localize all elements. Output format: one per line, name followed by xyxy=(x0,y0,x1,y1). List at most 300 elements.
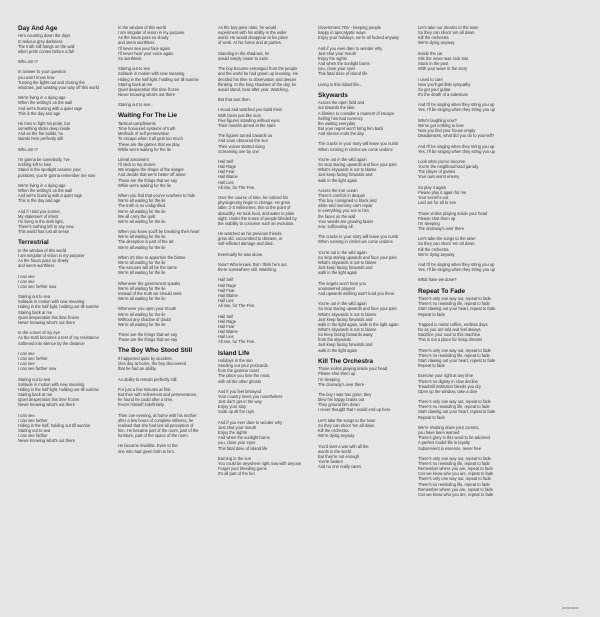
lyric-line: So they can shoot 'em all down xyxy=(418,30,475,36)
lyric-line: He watched as his previous friends xyxy=(218,231,282,237)
lyric-line: You're out in the wild again xyxy=(318,156,367,162)
lyric-line: Instead of the truth we should seek xyxy=(118,290,182,296)
lyric-line: But then with refinement and perseverance, xyxy=(118,391,198,397)
lyric-line: What's skywards is not to blame xyxy=(318,167,377,173)
lyric-line: Open up the window, take a dive xyxy=(418,388,478,394)
lyric-line: you won't know how xyxy=(18,74,55,80)
lyric-line: These are the things that we say xyxy=(118,177,178,183)
lyric-line: Solitude in motion with new meaning xyxy=(18,381,85,387)
lyric-line: My statement of intent xyxy=(18,213,59,219)
lyric-line: walk in the light again, walk in the light again xyxy=(318,321,399,327)
lyric-line: There's no rewinding life, repeat to fade xyxy=(418,481,490,487)
lyric-line: Time honoured systems of truth xyxy=(118,126,176,132)
lyric-line: Who's laughing now? xyxy=(418,117,457,123)
lyric-line: Tactical compliments xyxy=(118,120,156,126)
lyric-line: When you find that you've nowhere to hide xyxy=(118,193,196,199)
lyric-line: Now you find your house empty xyxy=(418,128,476,134)
lyric-line: Just shut your mouth xyxy=(218,424,256,430)
lyric-line: We're dying anyway xyxy=(418,40,455,46)
lyric-line: And I'll be singing when they string you up xyxy=(418,262,495,268)
lyric-line: Hail Rage xyxy=(218,282,236,288)
lyric-line: When the writing's on the wall xyxy=(18,100,73,106)
lyric-line: Staring out to see... xyxy=(118,102,154,108)
lyric-line: when pride comes before a fall xyxy=(18,48,74,54)
lyric-line: In everything you see in him xyxy=(318,208,369,214)
lyric-line: So stop staring upwards and face your pain xyxy=(318,162,397,168)
lyric-line: Just shut your mouth xyxy=(318,50,356,56)
lyric-line: The deception is part of the art xyxy=(118,239,174,245)
lyric-line: freeze himself indefinitely. xyxy=(118,402,165,408)
lyric-line: When you know you'll be breaking their heart xyxy=(118,229,200,235)
lyric-line: Treadmill institution bleeds you dry xyxy=(418,383,481,389)
lyric-line: Just keep facing forwards and xyxy=(318,172,373,178)
lyric-line: Yes, I'll be singing when they string you up xyxy=(418,267,495,273)
lyric-line: I can see further xyxy=(18,433,48,439)
lyric-line: positions, you're gonna remember me now xyxy=(18,172,96,178)
lyric-line: the waiting everyday xyxy=(318,120,356,126)
lyric-line: the faces on the wall xyxy=(318,213,356,219)
lyric-line: thinking. In the long shadows of the day, he xyxy=(218,81,297,87)
lyric-line: you, close your eyes xyxy=(318,66,356,72)
lyric-line: Staring back at me xyxy=(118,81,153,87)
lyric-line: You're out in the wild again xyxy=(318,301,367,307)
lyric-line: There's no dignity in slow decline xyxy=(418,378,478,384)
lyric-line: you, close your eyes xyxy=(218,440,256,446)
lyric-line: The boy became estranged from the people xyxy=(218,66,298,72)
lyric-line: absurdity. He took food, and water in plain xyxy=(218,210,295,216)
lyric-line: realised that she had lost all perception of xyxy=(118,422,194,428)
lyric-line: We're all waiting for the lie xyxy=(118,296,166,302)
lyric-line: I can see further now xyxy=(18,283,57,289)
lyric-line: We're dying anyway xyxy=(418,251,455,257)
lyric-line: he found he could after a time, xyxy=(118,397,174,403)
lyric-line: With your wave in the story xyxy=(418,66,468,72)
lyric-line: So they can shoot 'em all down xyxy=(318,422,375,428)
lyric-line: There's only one way out, repeat to fade xyxy=(418,296,491,302)
lyric-line: Yes, I'll be singing when they string you up xyxy=(418,148,495,154)
lyric-line: And upwards wishing won't lead you there xyxy=(318,290,395,296)
lyric-line: of work. At his home and at parties. xyxy=(218,40,282,46)
lyric-line: This fatal dose of island life xyxy=(218,445,268,451)
lyric-line: Hail Lies xyxy=(218,179,234,185)
lyric-line: As the hours pass so slowly xyxy=(118,35,169,41)
lyric-line: Enjoy the sights xyxy=(218,430,247,436)
lyric-line: Never knowing what's out there xyxy=(18,438,75,444)
lyric-line: There's no rewinding life, repeat to fade xyxy=(418,404,490,410)
lyric-line: This world has lost all sense xyxy=(18,229,70,235)
lyric-line: Repeat to fade xyxy=(418,311,445,317)
lyric-line: There's comfort in despair xyxy=(318,193,366,199)
lyric-line: And as the fire builds, he xyxy=(18,131,64,137)
lyric-line: I can see xyxy=(18,361,35,367)
lyric-line: Cos we know who you are, repeat to fade xyxy=(418,491,494,497)
lyric-line: walk in the light again xyxy=(318,177,358,183)
lyric-line: For just a few minutes at first. xyxy=(118,386,172,392)
lyric-line: And no one really cares xyxy=(318,464,362,470)
lyric-line: The doorway's over there xyxy=(418,225,465,231)
lyric-line: Quiet desperation this time frozen xyxy=(18,397,80,403)
lyric-line: Whenever you open your mouth xyxy=(118,306,177,312)
lyric-line: that he had an ability. xyxy=(118,366,157,372)
lyric-line: And we're burning with a quiet rage xyxy=(18,193,83,199)
lyric-line: You're beaten xyxy=(318,458,343,464)
song-block xyxy=(218,350,311,477)
lyric-line: Your country loves you nonetheless xyxy=(218,393,283,399)
lyric-line: world. He would disappear at his place xyxy=(218,35,289,41)
lyric-line: and the world he had grown up knowing. He xyxy=(218,71,298,77)
lyric-line: This fatal dose of island life xyxy=(318,71,368,77)
lyric-line: Hail Self xyxy=(218,313,234,319)
lyric-line: We're shutting down your comms, xyxy=(418,424,480,430)
lyric-line: I can see further xyxy=(18,417,48,423)
lyric-line: Five figures standing without eyes xyxy=(218,117,280,123)
lyric-line: So keep facing forwards away xyxy=(318,332,373,338)
lyric-line: Staring out to sea xyxy=(18,428,51,434)
lyric-line: In answer to your question xyxy=(18,69,67,75)
lyric-line: Hiding in the half, holding out till sunrise xyxy=(18,423,91,428)
lyric-line: And we're burning with a quiet rage xyxy=(18,105,83,111)
lyric-line: There's only one way out, repeat to fade xyxy=(418,347,491,353)
lyric-line: Staring out to see xyxy=(118,66,151,72)
lyric-line: Your own worst enemy xyxy=(418,174,460,180)
song-title: Skywards xyxy=(318,91,348,99)
lyric-line: Kill the orchestra xyxy=(318,428,349,434)
lyric-line: While we're waiting for the lie xyxy=(118,182,171,188)
lyric-line: Start clawing out your heart, repeat to fade xyxy=(418,357,496,363)
lyric-line: While we're waiting for the lie xyxy=(118,146,171,152)
song-block xyxy=(318,25,411,87)
song-block xyxy=(418,288,511,497)
lyric-line: The angels won't hear you xyxy=(318,280,366,286)
lyric-line: Softened into silence by the distance xyxy=(18,340,85,346)
lyric-line: The cracks in your story will leave you numb xyxy=(318,141,399,147)
lyric-line: Forget your bleeding gums xyxy=(218,466,267,472)
lyric-line: Sacrifice your soul to this machine xyxy=(418,332,481,338)
lyric-line: We're all waiting for the lie xyxy=(118,198,166,204)
lyric-line: When the writing's on the wall xyxy=(18,187,73,193)
lyric-line: I am singular of vision in my purpose xyxy=(118,30,185,36)
lyric-line: There's glory in this word to be adorned xyxy=(418,435,490,441)
lyric-line: self-inflicted damage and died. xyxy=(218,241,274,247)
lyric-line: So stop staring upwards and face your pain xyxy=(318,306,397,312)
lyric-line: But that was then. xyxy=(218,97,251,103)
lyric-line: This is the day and age xyxy=(18,110,61,116)
lyric-line: Quiet desperation this time frozen xyxy=(118,86,180,92)
lyric-line: I'm living in the dark light, xyxy=(18,218,64,224)
lyric-line: With faces just like ours xyxy=(218,112,261,118)
song-title: Terrestrial xyxy=(18,239,49,247)
lyric-line: furniture, part of the space of the room. xyxy=(118,433,189,439)
lyric-line: The truth still hangs on the wall xyxy=(18,43,75,49)
lyrics-column-4 xyxy=(318,25,411,617)
lyric-line: from the skywards xyxy=(318,337,352,343)
lyric-line: This is not a place for living dreams xyxy=(418,337,483,343)
lyric-line: white and memory can't repair xyxy=(318,203,373,209)
lyric-line: Without any shadow of doubt xyxy=(118,316,171,322)
lyric-line: What's skywards is not to blame xyxy=(318,327,377,333)
lyric-line: Never knowing what's out there xyxy=(118,92,175,98)
lyric-line: We're dying anyway xyxy=(318,433,355,439)
lyric-line: I'm sleeping xyxy=(418,220,440,226)
lyric-line: unanswered prayers xyxy=(318,285,356,291)
song-block xyxy=(118,347,211,453)
lyric-line: I can see further xyxy=(18,356,48,361)
lyric-line: I can see further now xyxy=(18,366,57,372)
lyrics-column-1 xyxy=(18,25,111,617)
lyric-line: after a few hours of complete stillness, he xyxy=(118,417,194,423)
lyric-line: Hail Blame xyxy=(218,174,238,180)
lyric-line: Then one evening, at home with his mother xyxy=(118,412,197,418)
lyric-line: Sending out your postcards xyxy=(218,363,268,369)
lyric-line: Let's take the songs to the town xyxy=(318,417,376,423)
lyric-line: There's only one way out, repeat to fade xyxy=(418,476,491,482)
lyric-line: you have been warned xyxy=(418,430,460,436)
lyric-line: Government TBV - keeping people xyxy=(318,25,381,30)
lyric-line: And if you ever dare to wonder why xyxy=(318,45,383,51)
lyric-line: It happened quite by accident, xyxy=(118,355,173,361)
lyric-line: Just keep facing forwards and xyxy=(318,316,373,322)
lyric-line: Repeat to fade xyxy=(418,363,445,369)
lyric-line: The cracks in your story will leave you numb xyxy=(318,234,399,240)
lyric-line: Their voices started rising xyxy=(218,143,265,149)
lyric-line: happy in apocalyptic ways xyxy=(318,30,366,36)
lyric-line: Subservient in essence, never free xyxy=(418,445,482,451)
song-title: The Boy Who Stood Still xyxy=(118,347,193,355)
lyric-line: And I'll be singing when they string you up xyxy=(418,102,495,108)
lyric-line: Hail Rage xyxy=(218,318,236,324)
lyric-line: A lifetime to consider a moment of escape xyxy=(318,110,394,116)
lyric-line: I'll never see your face again xyxy=(118,45,170,51)
lyric-line: walk in the light again xyxy=(318,270,358,276)
lyric-line: And soon obscured the sun xyxy=(218,138,268,144)
lyric-line: Staring out to sea xyxy=(18,376,51,382)
lyric-line: There's only one way out, repeat to fade xyxy=(418,455,491,461)
lyric-line: Deadamsms, what did you do to yourself? xyxy=(418,133,495,139)
lyric-line: We're all waiting for the lie xyxy=(118,218,166,224)
lyric-line: We're all waiting for the lie xyxy=(118,311,166,317)
lyric-line: would stand, hear after year. Watching. xyxy=(218,86,289,92)
lyric-line: And when the sunlight burns xyxy=(218,435,270,441)
lyric-line: You're the neighbourhood parody xyxy=(418,164,479,170)
lyric-line: Your weeds are growing faster xyxy=(318,218,374,224)
song-title: Repeat To Fade xyxy=(418,287,466,295)
lyric-line: Please play it again for me xyxy=(418,189,467,195)
song-block xyxy=(18,239,111,443)
lyric-line: Kill the orchestra xyxy=(418,246,449,252)
lyric-line: An ability to remain perfectly still. xyxy=(118,376,178,382)
lyric-line: So play it again xyxy=(418,184,446,190)
lyric-line: Hail Fear xyxy=(218,287,235,293)
lyric-line: I am singular of vision in my purpose xyxy=(18,252,85,258)
lyric-line: Enjoy your stay xyxy=(218,404,246,410)
lyric-line: We're all waiting for the lie xyxy=(118,321,166,327)
lyric-line: Start clawing out your heart, repeat to fade xyxy=(418,409,496,415)
lyric-line: I stood and watched you build them xyxy=(218,107,283,113)
lyric-line: This boy consigned to black and xyxy=(318,198,377,204)
lyric-line: Cos we know who you are, repeat to fade xyxy=(418,471,494,477)
lyric-line: To escape when it all gets too much xyxy=(118,136,183,142)
lyric-line: Literal armament xyxy=(118,156,149,162)
lyric-line: the inability to conceive such an evolution. xyxy=(218,220,295,226)
lyric-line: Across the iron ocean xyxy=(318,187,358,193)
lyric-line: Stand in the spotlight assume your xyxy=(18,167,81,173)
lyric-line: All rise, for The Five. xyxy=(218,184,256,190)
lyric-line: We're all waiting for the lie xyxy=(118,270,166,276)
lyric-line: now, suffocating all xyxy=(318,223,353,229)
song-block xyxy=(318,92,411,353)
lyric-line: Your secret's out xyxy=(418,195,449,201)
lyric-line: with all the other ghosts xyxy=(218,378,262,384)
lyric-line: The figures turned towards us xyxy=(218,133,273,139)
lyric-line: In tedious grey darkness xyxy=(18,38,63,44)
lyric-line: something sticks deep inside xyxy=(18,126,71,132)
lyric-line: nothing left to lose xyxy=(18,162,52,168)
lyric-line: All rise, for The Five. xyxy=(218,339,256,345)
lyric-line: So they can shoot 'em all down xyxy=(418,241,475,247)
lyric-line: out towards the lake xyxy=(318,105,355,111)
lyric-line: I'm sleeping xyxy=(318,376,340,382)
lyric-line: Just keep facing forwards and xyxy=(318,342,373,348)
lyric-line: Hail Blame xyxy=(218,292,238,298)
song-title: Kill The Orchestra xyxy=(318,357,374,365)
lyric-line: Hail Fear xyxy=(218,323,235,329)
lyric-line: And decide that we're better off alone xyxy=(118,172,186,178)
lyric-line: Yes, I'll be singing when they string you up xyxy=(418,107,495,113)
lyric-line: Remember where you are, repeat to fade xyxy=(418,486,493,492)
lyric-line: They ground him down xyxy=(318,402,360,408)
lyric-line: This is the day and age xyxy=(18,198,61,204)
lyric-line: words in the world xyxy=(318,448,351,454)
lyric-line: walk in the light again xyxy=(318,347,358,353)
song-title: Island Life xyxy=(218,349,250,357)
lyric-line: Over the course of time, he noticed his xyxy=(218,195,289,201)
lyric-line: We all carry the guilt xyxy=(118,213,156,219)
lyric-line: He became invisible. Even to the xyxy=(118,443,178,449)
lyric-line: As the truth becomes a test of my resistance xyxy=(18,335,99,341)
lyric-line: Stuck in the past xyxy=(418,61,449,67)
song-block xyxy=(118,25,211,107)
lyric-line: Those violins playing inside your head xyxy=(418,210,488,216)
lyric-line: It's the death of a salesman xyxy=(418,92,468,97)
song-title: Waiting For The Lie xyxy=(118,112,178,120)
lyric-line: The excuses will all be the same xyxy=(118,265,177,271)
lyric-line: As the boy grew older, he would xyxy=(218,25,277,30)
lyric-line: I never thought that I would end up here xyxy=(318,407,391,413)
song-block xyxy=(118,112,211,342)
lyric-line: He tries to fight his pride, but xyxy=(18,121,71,126)
lyric-line: What's skywards is not to blame xyxy=(318,260,377,266)
lyric-line: And if you feel betrayed xyxy=(218,388,262,394)
lyric-line: Just don't get in the way xyxy=(218,399,262,405)
lyric-line: Do as you are told and feel always xyxy=(418,326,481,332)
lyric-line: Turning the lights out and closing the xyxy=(18,79,85,85)
lyric-line: You'd start a war with all the xyxy=(318,443,369,449)
lyrics-column-2 xyxy=(118,25,211,617)
lyric-line: You could be anywhere right now with anyone xyxy=(218,460,302,466)
lyric-line: He's counting down the days xyxy=(18,33,71,39)
lyric-line: What have we done? xyxy=(418,277,457,283)
lyric-line: There's only one way out, repeat to fade xyxy=(418,399,491,405)
lyric-line: Their mouths aimed at the stars xyxy=(218,122,276,128)
lyric-line: There's no rewinding life, repeat to fade xyxy=(418,352,490,358)
lyric-line: Kill the orchestra xyxy=(418,35,449,41)
lyric-line: him. He became part of the room, part of the xyxy=(118,428,199,434)
lyrics-column-6 xyxy=(518,25,600,617)
lyric-line: stands here perfectly still xyxy=(18,136,64,142)
lyric-line: Let's take our dreams to the town xyxy=(418,25,479,30)
lyric-line: Repeat to fade xyxy=(418,414,445,420)
lyric-line: Eventually he was alone. xyxy=(218,251,264,257)
song-block xyxy=(318,358,411,469)
lyric-line: Hail Rage xyxy=(218,164,236,170)
lyric-line: Laid out for all to see xyxy=(418,200,457,206)
lyric-line: In the window of this world xyxy=(18,247,67,253)
lyric-line: But they're not enough xyxy=(318,453,360,459)
lyric-line: Now? Who knows. But I think he's out xyxy=(218,262,287,268)
lyric-line: The player of games xyxy=(418,169,456,175)
lyric-line: Staring out to sea xyxy=(18,294,51,300)
lyric-line: We're living in a dying age xyxy=(18,182,66,188)
lyric-line: Living in this island life... xyxy=(318,81,363,87)
lyric-line: We're all waiting for the lie xyxy=(118,244,166,250)
lyric-line: Staring back at me xyxy=(18,309,53,315)
lyric-line: I'll never hear your voice again xyxy=(118,50,174,56)
lyric-line: sight. Under the noses of people blinded by xyxy=(218,215,297,221)
lyric-line: These are the things that we say xyxy=(118,337,178,343)
lyric-line: One day at home, the boy discovered xyxy=(118,361,187,367)
lyric-line: And if I told you sooner, xyxy=(18,208,61,214)
lyrics-column-5 xyxy=(418,25,511,617)
lyric-line: And silence ends the day xyxy=(318,131,364,137)
lyric-line: As the hours pass so slowly xyxy=(18,258,69,264)
lyric-line: Never knowing what's out there xyxy=(18,319,75,325)
lyric-line: Standing in the shadows, he xyxy=(218,50,270,56)
lyric-line: In the window of this world xyxy=(118,25,167,30)
lyric-line: All rise, for The Five. xyxy=(218,303,256,309)
lyric-line: We imagine the shape of the danger xyxy=(118,167,184,173)
lyric-line: Selling him had currency xyxy=(318,115,363,121)
lyric-line: would simply cease to exist. xyxy=(218,55,269,61)
lyric-line: Hail Self xyxy=(218,277,234,283)
lyric-line: and seem worthless xyxy=(18,263,55,269)
lyric-line: decided his time to observation and deeper xyxy=(218,76,297,82)
lyric-line: Whenever the government speaks xyxy=(118,280,181,286)
lyric-line: There's nothing left to say now, xyxy=(18,224,75,230)
lyrics-column-3 xyxy=(218,25,311,617)
lyric-line: So stop staring upwards and face your pain xyxy=(318,254,397,260)
lyric-line: Solitude in motion with new meaning xyxy=(118,71,185,77)
lyric-line: Screaming one by one xyxy=(218,148,259,154)
lyric-line: Those violins playing inside your head xyxy=(318,366,388,372)
lyric-line: And if you ever dare to wonder why xyxy=(218,419,283,425)
lyric-line: Hail Fear xyxy=(218,169,235,175)
lyric-line: Hiding in the half light, holding out till sunrise xyxy=(18,304,99,310)
lyric-line: I can see xyxy=(18,273,35,279)
lyric-line: These are the things that we say xyxy=(118,332,178,338)
lyric-line: Exercise your right at any time xyxy=(418,373,474,379)
lyric-line: Hail Self xyxy=(218,158,234,164)
lyric-line: These are the games that we play xyxy=(118,141,180,147)
lyric-line: Hiding in the half light, holding out till sunrise xyxy=(118,76,199,82)
lyric-line: Remember where you are, repeat to fade xyxy=(418,466,493,472)
lyric-line: You're out in the wild again xyxy=(318,249,367,255)
lyric-line: The boy I was has gone; they xyxy=(318,391,372,397)
lyric-line: Burning in the sun xyxy=(218,455,251,461)
lyric-line: and seem worthless xyxy=(118,40,155,46)
lyric-line: There's no rewinding life, repeat to fade xyxy=(418,301,490,307)
lyric-line: Who am I? xyxy=(18,59,38,65)
lyric-line: When running in circles we come undone xyxy=(318,239,393,245)
